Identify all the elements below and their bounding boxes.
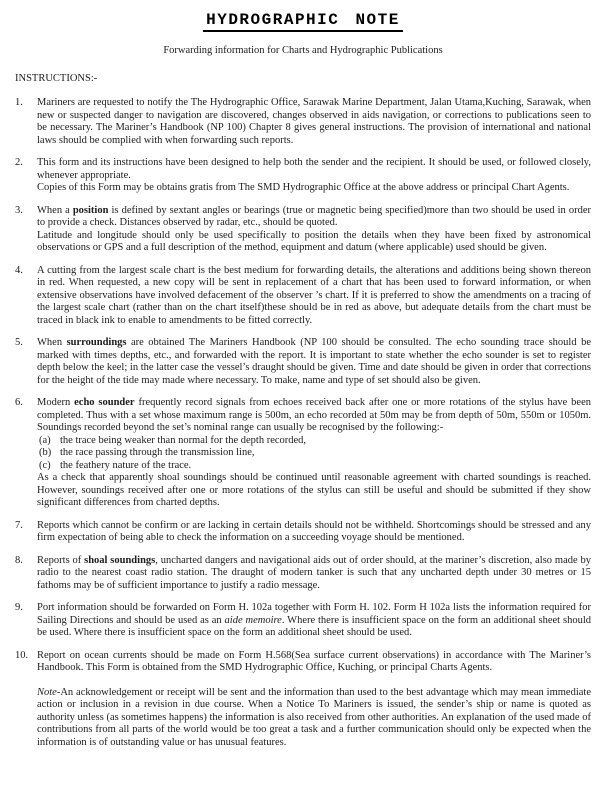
text-segment: is defined by sextant angles or bearings (true or magnetic being specified)more than two should be used in order to provide a check. Distances observed by radar, etc., should be quoted. <box>37 204 591 228</box>
instruction-item-10 <box>15 650 591 675</box>
instruction-item-7 <box>15 520 591 545</box>
text-segment: This form and its instructions have been designed to help both the sender and the recipient. It should be used, or followed closely, whenever appropriate. <box>37 157 591 181</box>
text-segment: Latitude and longitude should only be used specifically to position the details when they have been fixed by astronomical observations or GPS and a full description of the method, equipment and datum (where applicable) used should be given. <box>37 229 591 253</box>
item-number: 5. <box>15 337 23 348</box>
instructions-list <box>15 97 591 675</box>
text-segment: Note <box>37 686 57 698</box>
item-paragraph <box>37 520 591 545</box>
item-paragraph <box>37 602 591 640</box>
text-segment: echo sounder <box>74 397 135 408</box>
instruction-item-1 <box>15 97 591 147</box>
item-body <box>37 97 591 147</box>
text-segment: When a <box>37 204 73 216</box>
text-segment: A cutting from the largest scale chart is the best medium for forwarding details, the alterations and additions being shown thereon in red. When requested, a new copy will be sent in replacement of a chart that has been used to forward information, or when extensive observations have involved defacement of the observer ’s chart. If it is preferred to show the amendments on a tracing of the largest scale chart (rather than on the chart itself)these should be in red as above, but adequate details from the chart must be traced in black ink to enable to amendments to be fitted correctly. <box>37 264 591 326</box>
text-segment: . Where there is insufficient space on the form an additional sheet should be used. Where there is insufficient space on the form an additional sheet should be used. <box>37 614 591 638</box>
text-segment: Modern <box>37 397 75 408</box>
text-segment: frequently record signals from echoes received back after one or more rotations of the stylus have been completed. Thus with a set whose maximum range is 500m, an echo recorded at 50m may be from depth of 50m, 550m or 1050m. Soundings recorded beyond the set’s nominal range can usually be recognised by the following:- <box>37 397 592 433</box>
item-body <box>37 520 591 545</box>
title-block <box>15 11 591 32</box>
text-segment: Port information should be forwarded on Form H. 102a together with Form H. 102. Form H 102a lists the information required for Sailing Directions and should be used as an <box>37 602 591 626</box>
item-paragraph <box>37 472 591 510</box>
document-title: HYDROGRAPHIC NOTE <box>203 11 403 32</box>
item-paragraph <box>37 555 591 593</box>
item-number: 8. <box>15 554 23 566</box>
document-subtitle: Forwarding information for Charts and Hydrographic Publications <box>163 45 443 56</box>
item-body <box>37 337 591 387</box>
item-number: 9. <box>15 602 23 613</box>
sub-item-text <box>60 447 591 460</box>
text-segment: aide memoire <box>224 614 282 626</box>
sub-item <box>37 447 591 460</box>
sub-item-text <box>60 460 591 473</box>
item-number: 6. <box>15 397 23 408</box>
item-number: 7. <box>15 519 23 531</box>
sub-item <box>37 435 591 448</box>
item-number: 2. <box>15 157 23 168</box>
text-segment: When <box>37 337 67 348</box>
text-segment: As a check that apparently shoal soundings should be continued until reasonable agreement with charted soundings is reached. However, soundings received after one or more rotations of the stylus can still be useful and should be submitted if they show significant differences from charted depths. <box>37 472 591 508</box>
item-body <box>37 157 591 195</box>
instruction-item-6 <box>15 397 591 510</box>
text-segment: position <box>72 204 109 216</box>
text-segment: shoal soundings <box>84 554 156 566</box>
item-number: 10. <box>15 649 29 661</box>
item-number: 4. <box>15 264 23 276</box>
text-segment: Reports of <box>37 554 85 566</box>
item-body <box>37 397 591 510</box>
instruction-item-9 <box>15 602 591 640</box>
instruction-item-3 <box>15 205 591 255</box>
item-paragraph <box>37 157 591 182</box>
item-paragraph <box>37 182 591 195</box>
instruction-item-5 <box>15 337 591 387</box>
item-number: 3. <box>15 204 23 216</box>
text-segment: , uncharted dangers and navigational aids out of order should, at the mariner’s discretion, also made by radio to the nearest coast radio station. The draught of modern tanker is such that any uncharted depth under 30 metres or 15 fathoms may be of sufficient importance to justify a radio message. <box>37 554 591 591</box>
text-segment: surroundings <box>66 337 127 348</box>
item-body <box>37 555 591 593</box>
instruction-item-8 <box>15 555 591 593</box>
sub-item-text <box>60 435 591 448</box>
item-body <box>37 265 591 328</box>
item-body <box>37 205 591 255</box>
item-paragraph <box>37 650 591 675</box>
text-segment: the race passing through the transmission line, <box>60 447 255 458</box>
instruction-item-2 <box>15 157 591 195</box>
sub-item <box>37 460 591 473</box>
text-segment: Reports which cannot be confirm or are lacking in certain details should not be withheld. Shortcomings should be stressed and any firm expectation of being able to check the information on a succeeding voyage should be mentioned. <box>37 519 591 543</box>
instructions-heading: INSTRUCTIONS:- <box>15 73 98 84</box>
item-paragraph <box>37 265 591 328</box>
instruction-item-4 <box>15 265 591 328</box>
text-segment: Mariners are requested to notify the The Hydrographic Office, Sarawak Marine Department, Jalan Utama,Kuching, Sarawak, when new or suspected danger to navigation are discovered, changes observed in aids navigation, or corrections to publications seen to be necessary. The Mariner’s Handbook (NP 100) Chapter 8 gives general instructions. The provision of international and national laws should be complied with when forwarding such reports. <box>37 97 591 146</box>
text-segment: the trace being weaker than normal for the depth recorded, <box>60 434 307 446</box>
text-segment: the feathery nature of the trace. <box>60 459 192 471</box>
item-paragraph <box>37 205 591 230</box>
note-paragraph <box>37 687 591 750</box>
item-body <box>37 602 591 640</box>
text-segment: -An acknowledgement or receipt will be sent and the information than used to the best advantage which may mean immediate action or inclusion in a revision in due course. When a Notice To Mariners is issued, the sender’s ship or name is quoted as authority unless (as sometimes happens) the information is also received from other authorities. An explanation of the used made of contributions from all parts of the world would be too great a task and a further communication should only be expected when the information is of outstanding value or has unusual features. <box>37 686 591 748</box>
item-paragraph <box>37 97 591 147</box>
sub-item-label: (c) <box>39 459 51 471</box>
sub-item-label: (b) <box>39 447 52 458</box>
sub-item-label: (a) <box>39 434 51 446</box>
item-paragraph <box>37 337 591 387</box>
item-number: 1. <box>15 97 23 108</box>
item-paragraph <box>37 230 591 255</box>
text-segment: are obtained The Mariners Handbook (NP 100 should be consulted. The echo sounding trace should be marked with times depths, etc., and forwarded with the report. It is important to state whether the echo sounder is set to register depth below the keel; in the latter case the vessel’s draught should be given. Time and date should be given in order that corrections for the height of the tide may made where necessary. To make, name and type of set should also be given. <box>37 337 591 386</box>
text-segment: Copies of this Form may be obtains gratis from The SMD Hydrographic Office at the above address or principal Chart Agents. <box>37 182 570 193</box>
item-paragraph <box>37 397 591 435</box>
item-body <box>37 650 591 675</box>
text-segment: Report on ocean currents should be made on Form H.568(Sea surface current observations) in accordance with The Mariner’s Handbook. This Form is obtained from the SMD Hydrographic Office, Kuching, or principal Charts Agents. <box>37 649 591 673</box>
